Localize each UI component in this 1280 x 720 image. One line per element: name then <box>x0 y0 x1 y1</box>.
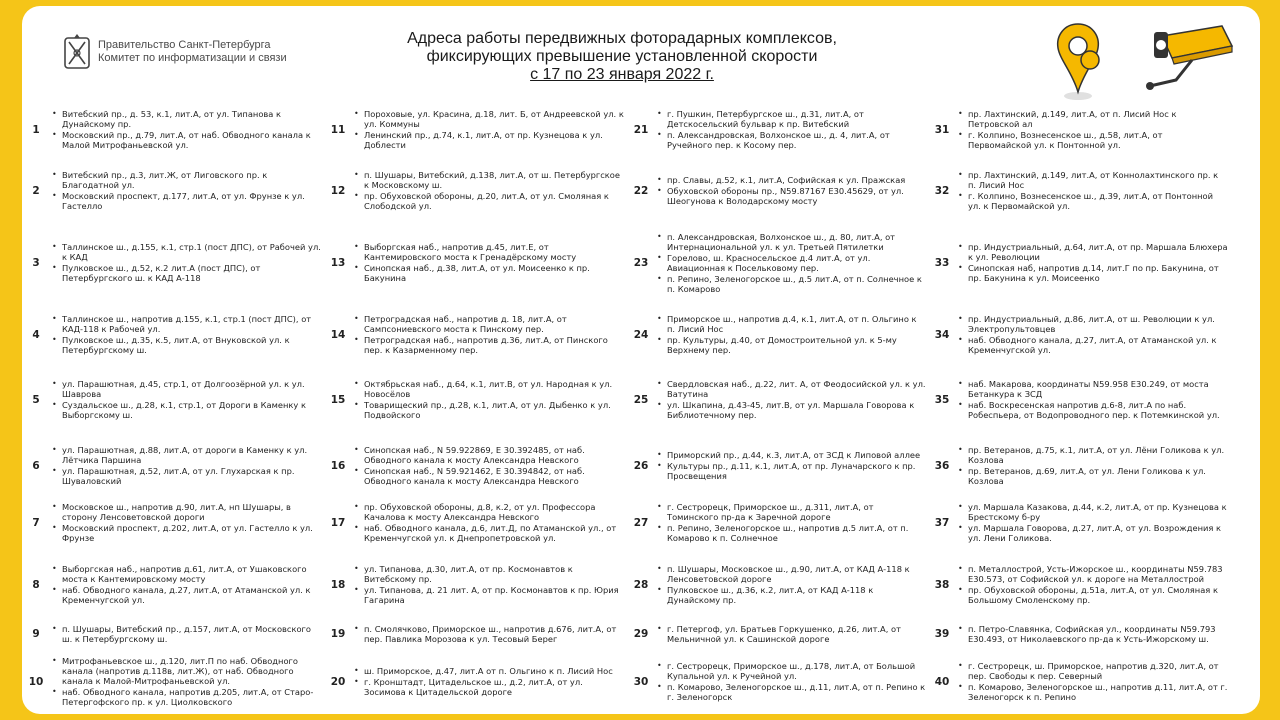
entry <box>324 557 624 613</box>
address-line: • г. Кронштадт, Цитадельское ш., д.2, лит.А, от ул. Зосимова к Цитадельской дороге <box>364 677 624 697</box>
address-line: • наб. Макарова, координаты N59.958 E30.249, от моста Бетанкура к ЗСД <box>968 379 1228 399</box>
address-line: • г. Колпино, Вознесенское ш., д.39, лит.А, от Понтонной ул. к Первомайской ул. <box>968 191 1228 211</box>
entry-number: 24 <box>633 329 649 341</box>
address-line: • ул. Типанова, д. 21 лит. А, от пр. Космонавтов к пр. Юрия Гагарина <box>364 585 624 605</box>
entry <box>627 102 927 158</box>
entry-number: 35 <box>934 394 950 406</box>
address-line: • Выборгская наб., напротив д.45, лит.Е, от Кантемировского моста к Гренадёрскому мосту <box>364 242 624 262</box>
address-line: • Московское ш., напротив д.90, лит.А, нп Шушары, в сторону Ленсоветовской дороги <box>62 502 322 522</box>
entry-number: 2 <box>32 185 40 197</box>
entry-number: 8 <box>32 579 40 591</box>
address-line: • п. Шушары, Московское ш., д.90, лит.А, от КАД А-118 к Ленсоветовской дороге <box>667 564 927 584</box>
entry <box>324 372 624 428</box>
poster-card <box>22 6 1260 714</box>
address-line: • п. Шушары, Витебский пр., д.157, лит.А, от Московского ш. к Петербургскому ш. <box>62 624 322 644</box>
entry-number: 32 <box>934 185 950 197</box>
entry-number: 7 <box>32 517 40 529</box>
address-line: • Обуховской обороны пр., N59.87167 E30.45629, от ул. Шеогунова к Володарскому мосту <box>667 186 927 206</box>
address-line: • г. Петергоф, ул. Братьев Горкушенко, д.26, лит.А, от Мельничной ул. к Сашинской дороге <box>667 624 927 644</box>
entry-number: 16 <box>330 460 346 472</box>
entry-number: 14 <box>330 329 346 341</box>
address-line: • пр. Славы, д.52, к.1, лит.А, Софийская к ул. Пражская <box>667 175 927 185</box>
address-line: • Октябрьская наб., д.64, к.1, лит.В, от ул. Народная к ул. Новосёлов <box>364 379 624 399</box>
entry-number: 37 <box>934 517 950 529</box>
address-line: • ул. Парашютная, д.88, лит.А, от дороги в Каменку к ул. Лётчика Паршина <box>62 445 322 465</box>
entry-number: 11 <box>330 124 346 136</box>
entry-number: 40 <box>934 676 950 688</box>
entry <box>928 307 1228 363</box>
address-line: • ул. Типанова, д.30, лит.А, от пр. Космонавтов к Витебскому пр. <box>364 564 624 584</box>
entry-number: 31 <box>934 124 950 136</box>
address-line: • Приморский пр., д.44, к.3, лит.А, от ЗСД к Липовой аллее <box>667 450 927 460</box>
entry-number: 3 <box>32 257 40 269</box>
entry-number: 39 <box>934 628 950 640</box>
entry-number: 19 <box>330 628 346 640</box>
speed-camera-icon <box>1132 16 1242 96</box>
address-line: • п. Комарово, Зеленогорское ш., напротив д.11, лит.А, от г. Зеленогорск к п. Репино <box>968 682 1228 702</box>
entry <box>627 557 927 613</box>
address-line: • пр. Обуховской обороны, д.20, лит.А, от ул. Смоляная к Слободской ул. <box>364 191 624 211</box>
entry-number: 13 <box>330 257 346 269</box>
address-line: • Митрофаньевское ш., д.120, лит.П по наб. Обводного канала (напротив д.118в, лит.Ж), от наб. Обводного канала к Малой-Митрофаньевской ул. <box>62 656 322 686</box>
entry <box>928 235 1228 291</box>
logo-text <box>98 39 287 65</box>
address-line: • наб. Обводного канала, д.27, лит.А, от Атаманской ул. к Кременчугской ул. <box>62 585 322 605</box>
entry-number: 18 <box>330 579 346 591</box>
address-line: • наб. Воскресенская напротив д.6-8, лит.А по наб. Робеспьера, от Водопроводного пер. к Потемкинской ул. <box>968 400 1228 420</box>
address-line: • п. Репино, Зеленогорское ш., д.5 лит.А, от п. Солнечное к п. Комарово <box>667 274 927 294</box>
address-line: • ш. Приморское, д.47, лит.А от п. Ольгино к п. Лисий Нос <box>364 666 624 676</box>
address-line: • Горелово, ш. Красносельское д.4 лит.А, от ул. Авиационная к Посельковому пер. <box>667 253 927 273</box>
address-line: • Московский проспект, д.177, лит.А, от ул. Фрунзе к ул. Гастелло <box>62 191 322 211</box>
entry <box>324 235 624 291</box>
entry <box>928 102 1228 158</box>
entry <box>627 438 927 494</box>
address-line: • Культуры пр., д.11, к.1, лит.А, от пр. Луначарского к пр. Просвещения <box>667 461 927 481</box>
address-line: • ул. Шкапина, д.43-45, лит.В, от ул. Маршала Говорова к Библиотечному пер. <box>667 400 927 420</box>
entry <box>22 557 322 613</box>
entry-number: 12 <box>330 185 346 197</box>
address-line: • п. Александровская, Волхонское ш., д. 4, лит.А, от Ручейного пер. к Косому пер. <box>667 130 927 150</box>
entry-number: 5 <box>32 394 40 406</box>
title-dates: с 17 по 23 января 2022 г. <box>530 66 714 83</box>
entry-number: 36 <box>934 460 950 472</box>
address-line: • Таллинское ш., напротив д.155, к.1, стр.1 (пост ДПС), от КАД-118 к Рабочей ул. <box>62 314 322 334</box>
address-line: • ул. Маршала Говорова, д.27, лит.А, от ул. Возрождения к ул. Лени Голикова. <box>968 523 1228 543</box>
logo-line-2: Комитет по информатизации и связи <box>98 52 287 64</box>
entry-number: 28 <box>633 579 649 591</box>
title-line-1: Адреса работы передвижных фоторадарных комплексов, <box>407 30 837 47</box>
address-line: • г. Сестрорецк, ш. Приморское, напротив д.320, лит.А, от пер. Свободы к пер. Северный <box>968 661 1228 681</box>
entry <box>928 163 1228 219</box>
entry <box>627 654 927 710</box>
entry <box>22 495 322 551</box>
address-line: • ул. Парашютная, д.45, стр.1, от Долгоозёрной ул. к ул. Шаврова <box>62 379 322 399</box>
address-line: • п. Смолячково, Приморское ш., напротив д.676, лит.А, от пер. Павлика Морозова к ул. Тесовый Берег <box>364 624 624 644</box>
address-line: • п. Петро-Славянка, Софийская ул., координаты N59.793 E30.493, от Николаевского пр-да к Усть-Ижорскому ш. <box>968 624 1228 644</box>
address-line: • ул. Маршала Казакова, д.44, к.2, лит.А, от пр. Кузнецова к Брестскому б-ру <box>968 502 1228 522</box>
address-line: • п. Александровская, Волхонское ш., д. 80, лит.А, от Интернациональной ул. к ул. Третьей Пятилетки <box>667 232 927 252</box>
title-line-2: фиксирующих превышение установленной скорости <box>426 48 818 65</box>
entry <box>22 102 322 158</box>
address-line: • Товарищеский пр., д.28, к.1, лит.А, от ул. Дыбенко к ул. Подвойского <box>364 400 624 420</box>
address-line: • пр. Ветеранов, д.69, лит.А, от ул. Лени Голикова к ул. Козлова <box>968 466 1228 486</box>
entry <box>22 654 322 710</box>
address-line: • пр. Культуры, д.40, от Домостроительной ул. к 5-му Верхнему пер. <box>667 335 927 355</box>
entry <box>22 163 322 219</box>
page-title <box>322 30 922 84</box>
address-line: • Петроградская наб., напротив д.36, лит.А, от Пинского пер. к Казарменному пер. <box>364 335 624 355</box>
entry <box>928 654 1228 710</box>
entry-number: 10 <box>28 676 44 688</box>
address-line: • Московский пр., д.79, лит.А, от наб. Обводного канала к Малой Митрофаньевской ул. <box>62 130 322 150</box>
entry-number: 38 <box>934 579 950 591</box>
address-line: • пр. Индустриальный, д.86, лит.А, от ш. Революции к ул. Электропультовцев <box>968 314 1228 334</box>
entry <box>324 163 624 219</box>
entry-number: 20 <box>330 676 346 688</box>
entry-number: 4 <box>32 329 40 341</box>
address-line: • Таллинское ш., д.155, к.1, стр.1 (пост ДПС), от Рабочей ул. к КАД <box>62 242 322 262</box>
address-line: • г. Сестрорецк, Приморское ш., д.178, лит.А, от Большой Купальной ул. к Ручейной ул. <box>667 661 927 681</box>
address-line: • г. Сестрорецк, Приморское ш., д.311, лит.А, от Томинского пр-да к Заречной дороге <box>667 502 927 522</box>
header <box>22 6 1260 102</box>
address-line: • п. Комарово, Зеленогорское ш., д.11, лит.А, от п. Репино к г. Зеленогорск <box>667 682 927 702</box>
address-line: • г. Колпино, Вознесенское ш., д.58, лит.А, от Первомайской ул. к Понтонной ул. <box>968 130 1228 150</box>
entry <box>22 235 322 291</box>
coat-of-arms-icon <box>64 32 90 72</box>
address-line: • п. Шушары, Витебский, д.138, лит.А, от ш. Петербургское к Московскому ш. <box>364 170 624 190</box>
entry-number: 9 <box>32 628 40 640</box>
entry <box>627 163 927 219</box>
address-line: • пр. Обуховской обороны, д.8, к.2, от ул. Профессора Качалова к мосту Александра Невского <box>364 502 624 522</box>
location-pin-icon <box>1042 14 1112 104</box>
address-line: • Витебский пр., д. 53, к.1, лит.А, от ул. Типанова к Дунайскому пр. <box>62 109 322 129</box>
entry <box>928 372 1228 428</box>
entry-number: 30 <box>633 676 649 688</box>
entry-number: 33 <box>934 257 950 269</box>
entry <box>324 307 624 363</box>
address-line: • наб. Обводного канала, д.27, лит.А, от Атаманской ул. к Кременчугской ул. <box>968 335 1228 355</box>
entry-number: 17 <box>330 517 346 529</box>
entry <box>627 372 927 428</box>
address-line: • Приморское ш., напротив д.4, к.1, лит.А, от п. Ольгино к п. Лисий Нос <box>667 314 927 334</box>
address-line: • наб. Обводного канала, д.6, лит.Д, по Атаманской ул., от Кременчугской ул. к Днепропетровской ул. <box>364 523 624 543</box>
address-line: • Пулковское ш., д.35, к.5, лит.А, от Внуковской ул. к Петербургскому ш. <box>62 335 322 355</box>
address-line: • пр. Ветеранов, д.75, к.1, лит.А, от ул. Лёни Голикова к ул. Козлова <box>968 445 1228 465</box>
entry-number: 27 <box>633 517 649 529</box>
address-line: • пр. Индустриальный, д.64, лит.А, от пр. Маршала Блюхера к ул. Революции <box>968 242 1228 262</box>
address-line: • Ленинский пр., д.74, к.1, лит.А, от пр. Кузнецова к ул. Доблести <box>364 130 624 150</box>
address-line: • пр. Обуховской обороны, д.51а, лит.А, от ул. Смоляная к Большому Смоленскому пр. <box>968 585 1228 605</box>
entry <box>928 438 1228 494</box>
entry-number: 29 <box>633 628 649 640</box>
address-line: • п. Металлострой, Усть-Ижорское ш., координаты N59.783 E30.573, от Софийской ул. к дороге на Металлострой <box>968 564 1228 584</box>
entry-number: 1 <box>32 124 40 136</box>
address-line: • пр. Лахтинский, д.149, лит.А, от Коннолахтинского пр. к п. Лисий Нос <box>968 170 1228 190</box>
entry <box>324 438 624 494</box>
entry <box>324 495 624 551</box>
address-line: • наб. Обводного канала, напротив д.205, лит.А, от Старо-Петергофского пр. к ул. Циолковского <box>62 687 322 707</box>
entry <box>928 495 1228 551</box>
entry <box>627 307 927 363</box>
entry <box>627 231 927 294</box>
entry <box>324 654 624 710</box>
address-line: • Свердловская наб., д.22, лит. А, от Феодосийской ул. к ул. Ватутина <box>667 379 927 399</box>
address-line: • г. Пушкин, Петербургское ш., д.31, лит.А, от Детскосельский бульвар к пр. Витебский <box>667 109 927 129</box>
address-line: • Синопская наб., д.38, лит.А, от ул. Моисеенко к пр. Бакунина <box>364 263 624 283</box>
entry-number: 23 <box>633 257 649 269</box>
entry <box>324 102 624 158</box>
entry <box>928 557 1228 613</box>
entry-number: 26 <box>633 460 649 472</box>
entry <box>22 372 322 428</box>
address-line: • Синопская наб., N 59.921462, E 30.394842, от наб. Обводного канала к мосту Александра Невского <box>364 466 624 486</box>
address-line: • Выборгская наб., напротив д.61, лит.А, от Ушаковского моста к Кантемировскому мосту <box>62 564 322 584</box>
entry-number: 34 <box>934 329 950 341</box>
address-line: • ул. Парашютная, д.52, лит.А, от ул. Глухарская к пр. Шуваловский <box>62 466 322 486</box>
address-line: • Пороховые, ул. Красина, д.18, лит. Б, от Андреевской ул. к ул. Коммуны <box>364 109 624 129</box>
address-line: • Петроградская наб., напротив д. 18, лит.А, от Сампсониевского моста к Пинскому пер. <box>364 314 624 334</box>
logo-line-1: Правительство Санкт-Петербурга <box>98 39 271 51</box>
address-line: • Московский проспект, д.202, лит.А, от ул. Гастелло к ул. Фрунзе <box>62 523 322 543</box>
entry <box>22 307 322 363</box>
entry <box>22 438 322 494</box>
entry-number: 6 <box>32 460 40 472</box>
entry <box>627 495 927 551</box>
address-line: • Синопская наб., N 59.922869, E 30.392485, от наб. Обводного канала к мосту Александра Невского <box>364 445 624 465</box>
entry-number: 21 <box>633 124 649 136</box>
government-logo <box>64 32 287 72</box>
address-line: • Витебский пр., д.3, лит.Ж, от Лиговского пр. к Благодатной ул. <box>62 170 322 190</box>
entry-number: 15 <box>330 394 346 406</box>
address-line: • Суздальское ш., д.28, к.1, стр.1, от Дороги в Каменку к Выборгскому ш. <box>62 400 322 420</box>
address-line: • п. Репино, Зеленогорское ш., напротив д.5 лит.А, от п. Комарово к п. Солнечное <box>667 523 927 543</box>
address-line: • Пулковское ш., д.52, к.2 лит.А (пост ДПС), от Петербургского ш. к КАД А-118 <box>62 263 322 283</box>
entry-number: 25 <box>633 394 649 406</box>
entry-number: 22 <box>633 185 649 197</box>
address-line: • Пулковское ш., д.36, к.2, лит.А, от КАД А-118 к Дунайскому пр. <box>667 585 927 605</box>
address-line: • Синопская наб, напротив д.14, лит.Г по пр. Бакунина, от пр. Бакунина к ул. Моисеенко <box>968 263 1228 283</box>
address-line: • пр. Лахтинский, д.149, лит.А, от п. Лисий Нос к Петровской ал <box>968 109 1228 129</box>
